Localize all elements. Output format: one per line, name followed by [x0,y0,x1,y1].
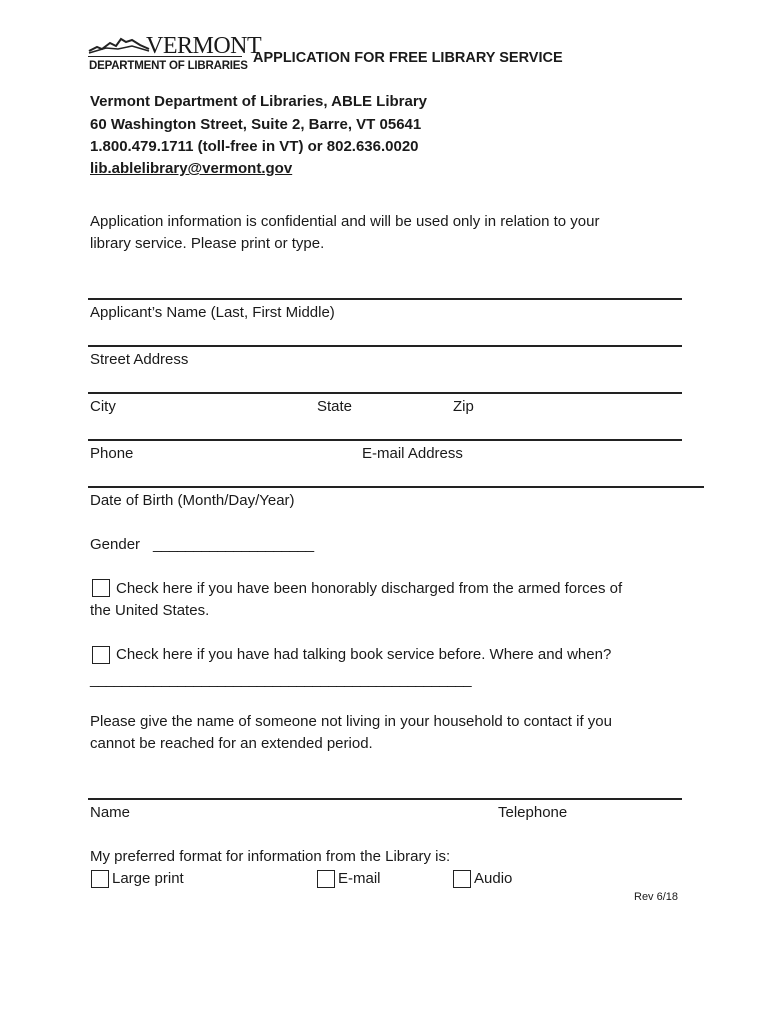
intro-line-2: library service. Please print or type. [90,235,325,252]
city-state-zip-field[interactable] [88,392,682,394]
vermont-logo [88,33,262,74]
logo-subtitle: DEPARTMENT OF LIBRARIES [89,60,248,72]
contact-telephone-label: Telephone [498,804,568,821]
talking-book-label: Check here if you have had talking book service before. Where and when? [116,646,612,663]
contact-person-line-1: Please give the name of someone not living in your household to contact if you [90,713,612,730]
contact-address: 60 Washington Street, Suite 2, Barre, VT 05641 [90,116,422,133]
zip-label: Zip [453,398,474,415]
veteran-label-line-1: Check here if you have been honorably discharged from the armed forces of [116,580,623,597]
contact-person-line-2: cannot be reached for an extended period. [90,735,373,752]
city-label: City [90,398,116,415]
contact-person-field[interactable] [88,798,682,800]
contact-phone: 1.800.479.1711 (toll-free in VT) or 802.636.0020 [90,138,419,155]
talking-book-checkbox[interactable] [92,646,110,664]
email-format-checkbox[interactable] [317,870,335,888]
audio-label: Audio [474,870,513,887]
contact-email-link[interactable]: lib.ablelibrary@vermont.gov [90,160,293,177]
intro-line-1: Application information is confidential and will be used only in relation to your [90,213,600,230]
gender-label: Gender [90,536,141,553]
name-field[interactable] [88,298,682,300]
dob-label: Date of Birth (Month/Day/Year) [90,492,295,509]
veteran-checkbox[interactable] [92,579,110,597]
mountain-icon [88,34,150,54]
large-print-label: Large print [112,870,184,887]
state-label: State [317,398,353,415]
dob-field[interactable] [88,486,704,488]
veteran-label-line-2: the United States. [90,602,210,619]
phone-email-field[interactable] [88,439,682,441]
street-field[interactable] [88,345,682,347]
phone-label: Phone [90,445,134,462]
email-format-label: E-mail [338,870,381,887]
contact-org: Vermont Department of Libraries, ABLE Library [90,93,428,110]
logo-wordmark: VERMONT [146,33,262,59]
street-label: Street Address [90,351,189,368]
name-label: Applicant’s Name (Last, First Middle) [90,304,335,321]
format-prompt: My preferred format for information from the Library is: [90,848,451,865]
talking-book-blank[interactable]: ________________________________________________ [90,671,472,688]
gender-blank[interactable]: ____________________ [153,536,314,553]
audio-checkbox[interactable] [453,870,471,888]
contact-name-label: Name [90,804,131,821]
form-title: APPLICATION FOR FREE LIBRARY SERVICE [253,50,563,66]
email-label: E-mail Address [362,445,463,462]
large-print-checkbox[interactable] [91,870,109,888]
revision-note: Rev 6/18 [634,891,679,903]
